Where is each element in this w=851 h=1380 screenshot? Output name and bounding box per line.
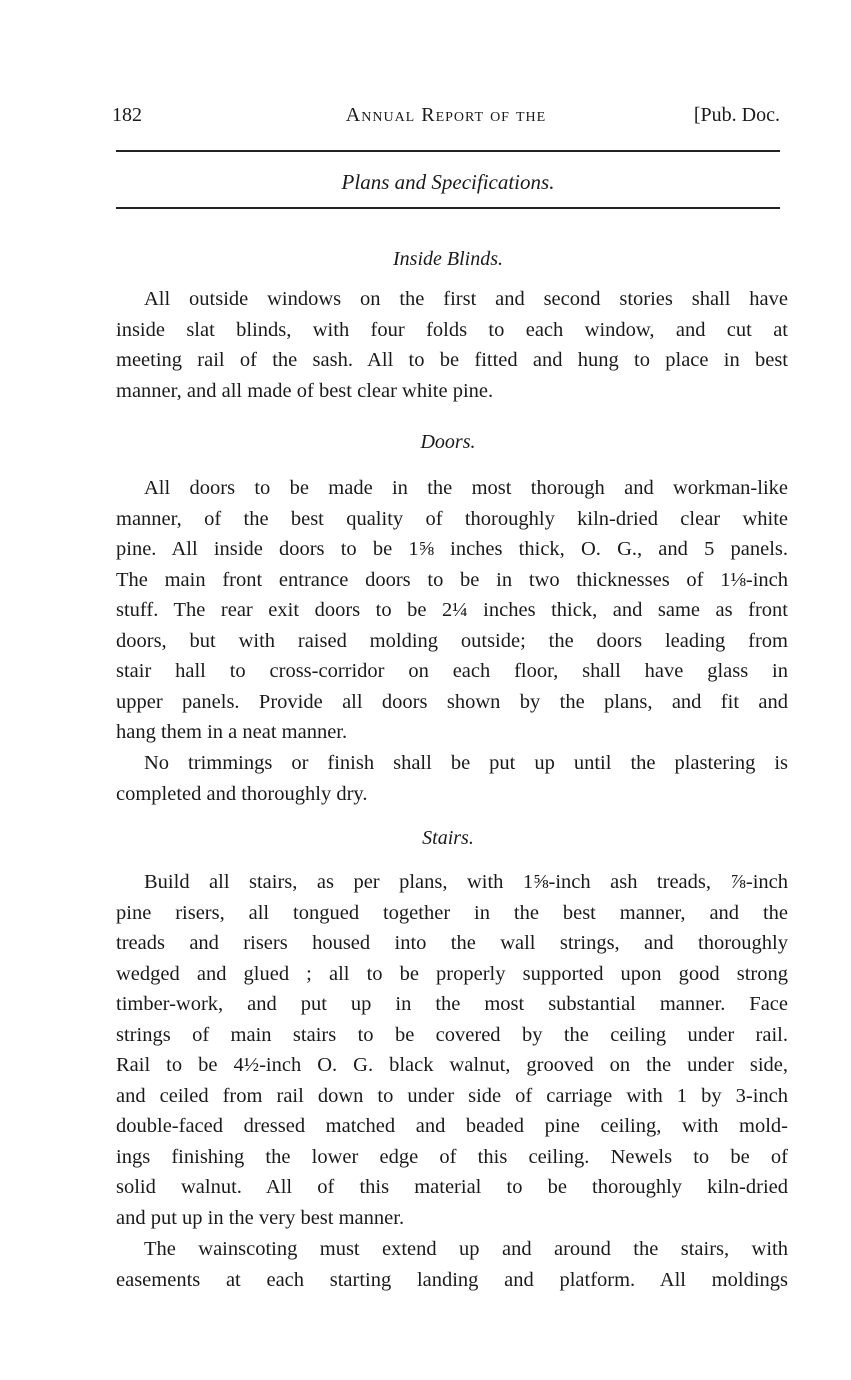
- text-line: manner, of the best quality of thoroughly kiln-dried clear white: [116, 507, 788, 530]
- paragraph-doors-2: [116, 748, 788, 809]
- text-line: timber-work, and put up in the most substantial manner. Face: [116, 993, 788, 1015]
- text-line: hang them in a neat manner.: [116, 721, 348, 743]
- text-line: treads and risers housed into the wall strings, and thoroughly: [116, 932, 788, 954]
- text-line: completed and thoroughly dry.: [116, 782, 368, 805]
- heading-doors: Doors.: [420, 431, 476, 453]
- text-line: and put up in the very best manner.: [116, 1206, 405, 1229]
- header-rule-bottom: [116, 207, 780, 209]
- text-line: manner, and all made of best clear white pine.: [116, 379, 494, 402]
- heading-inside-blinds: Inside Blinds.: [393, 248, 503, 270]
- text-line: No trimmings or finish shall be put up until the plastering is: [144, 752, 788, 774]
- text-line: The main front entrance doors to be in two thicknesses of 1⅛-inch: [116, 568, 788, 591]
- heading-stairs: Stairs.: [422, 827, 474, 849]
- text-line: The wainscoting must extend up and around the stairs, with: [144, 1238, 788, 1260]
- text-line: All outside windows on the first and second stories shall have: [144, 288, 788, 310]
- paragraph-stairs-1: [116, 867, 788, 1233]
- text-line: stair hall to cross-corridor on each floor, shall have glass in: [116, 660, 788, 682]
- text-line: wedged and glued ; all to be properly supported upon good strong: [116, 962, 788, 985]
- text-line: Rail to be 4½-inch O. G. black walnut, grooved on the under side,: [116, 1054, 788, 1076]
- paragraph-stairs-2: [116, 1234, 788, 1295]
- text-line: double-faced dressed matched and beaded pine ceiling, with mold-: [116, 1115, 788, 1137]
- text-line: Build all stairs, as per plans, with 1⅝-inch ash treads, ⅞-inch: [144, 871, 788, 893]
- text-line: upper panels. Provide all doors shown by the plans, and fit and: [116, 690, 788, 713]
- text-line: easements at each starting landing and platform. All moldings: [116, 1268, 788, 1291]
- running-head: [112, 104, 780, 132]
- text-line: All doors to be made in the most thorough and workman-like: [144, 477, 788, 499]
- text-line: and ceiled from rail down to under side of carriage with 1 by 3-inch: [116, 1084, 788, 1107]
- journal-title: Annual Report of the: [345, 104, 547, 126]
- paragraph-inside-blinds: [116, 284, 788, 406]
- text-line: meeting rail of the sash. All to be fitted and hung to place in best: [116, 349, 788, 371]
- text-line: pine risers, all tongued together in the best manner, and the: [116, 901, 788, 924]
- section-title: Plans and Specifications.: [341, 170, 555, 194]
- text-line: solid walnut. All of this material to be thoroughly kiln-dried: [116, 1176, 788, 1198]
- text-line: stuff. The rear exit doors to be 2¼ inches thick, and same as front: [116, 599, 788, 621]
- header-rule-top: [116, 150, 780, 152]
- text-line: doors, but with raised molding outside; the doors leading from: [116, 629, 788, 652]
- text-line: pine. All inside doors to be 1⅝ inches thick, O. G., and 5 panels.: [116, 538, 788, 560]
- page-number: 182: [112, 104, 142, 126]
- paragraph-doors-1: [116, 473, 788, 748]
- text-line: inside slat blinds, with four folds to each window, and cut at: [116, 318, 788, 341]
- text-line: strings of main stairs to be covered by the ceiling under rail.: [116, 1023, 788, 1046]
- text-line: ings finishing the lower edge of this ceiling. Newels to be of: [116, 1145, 788, 1168]
- document-label: [Pub. Doc.: [693, 104, 780, 126]
